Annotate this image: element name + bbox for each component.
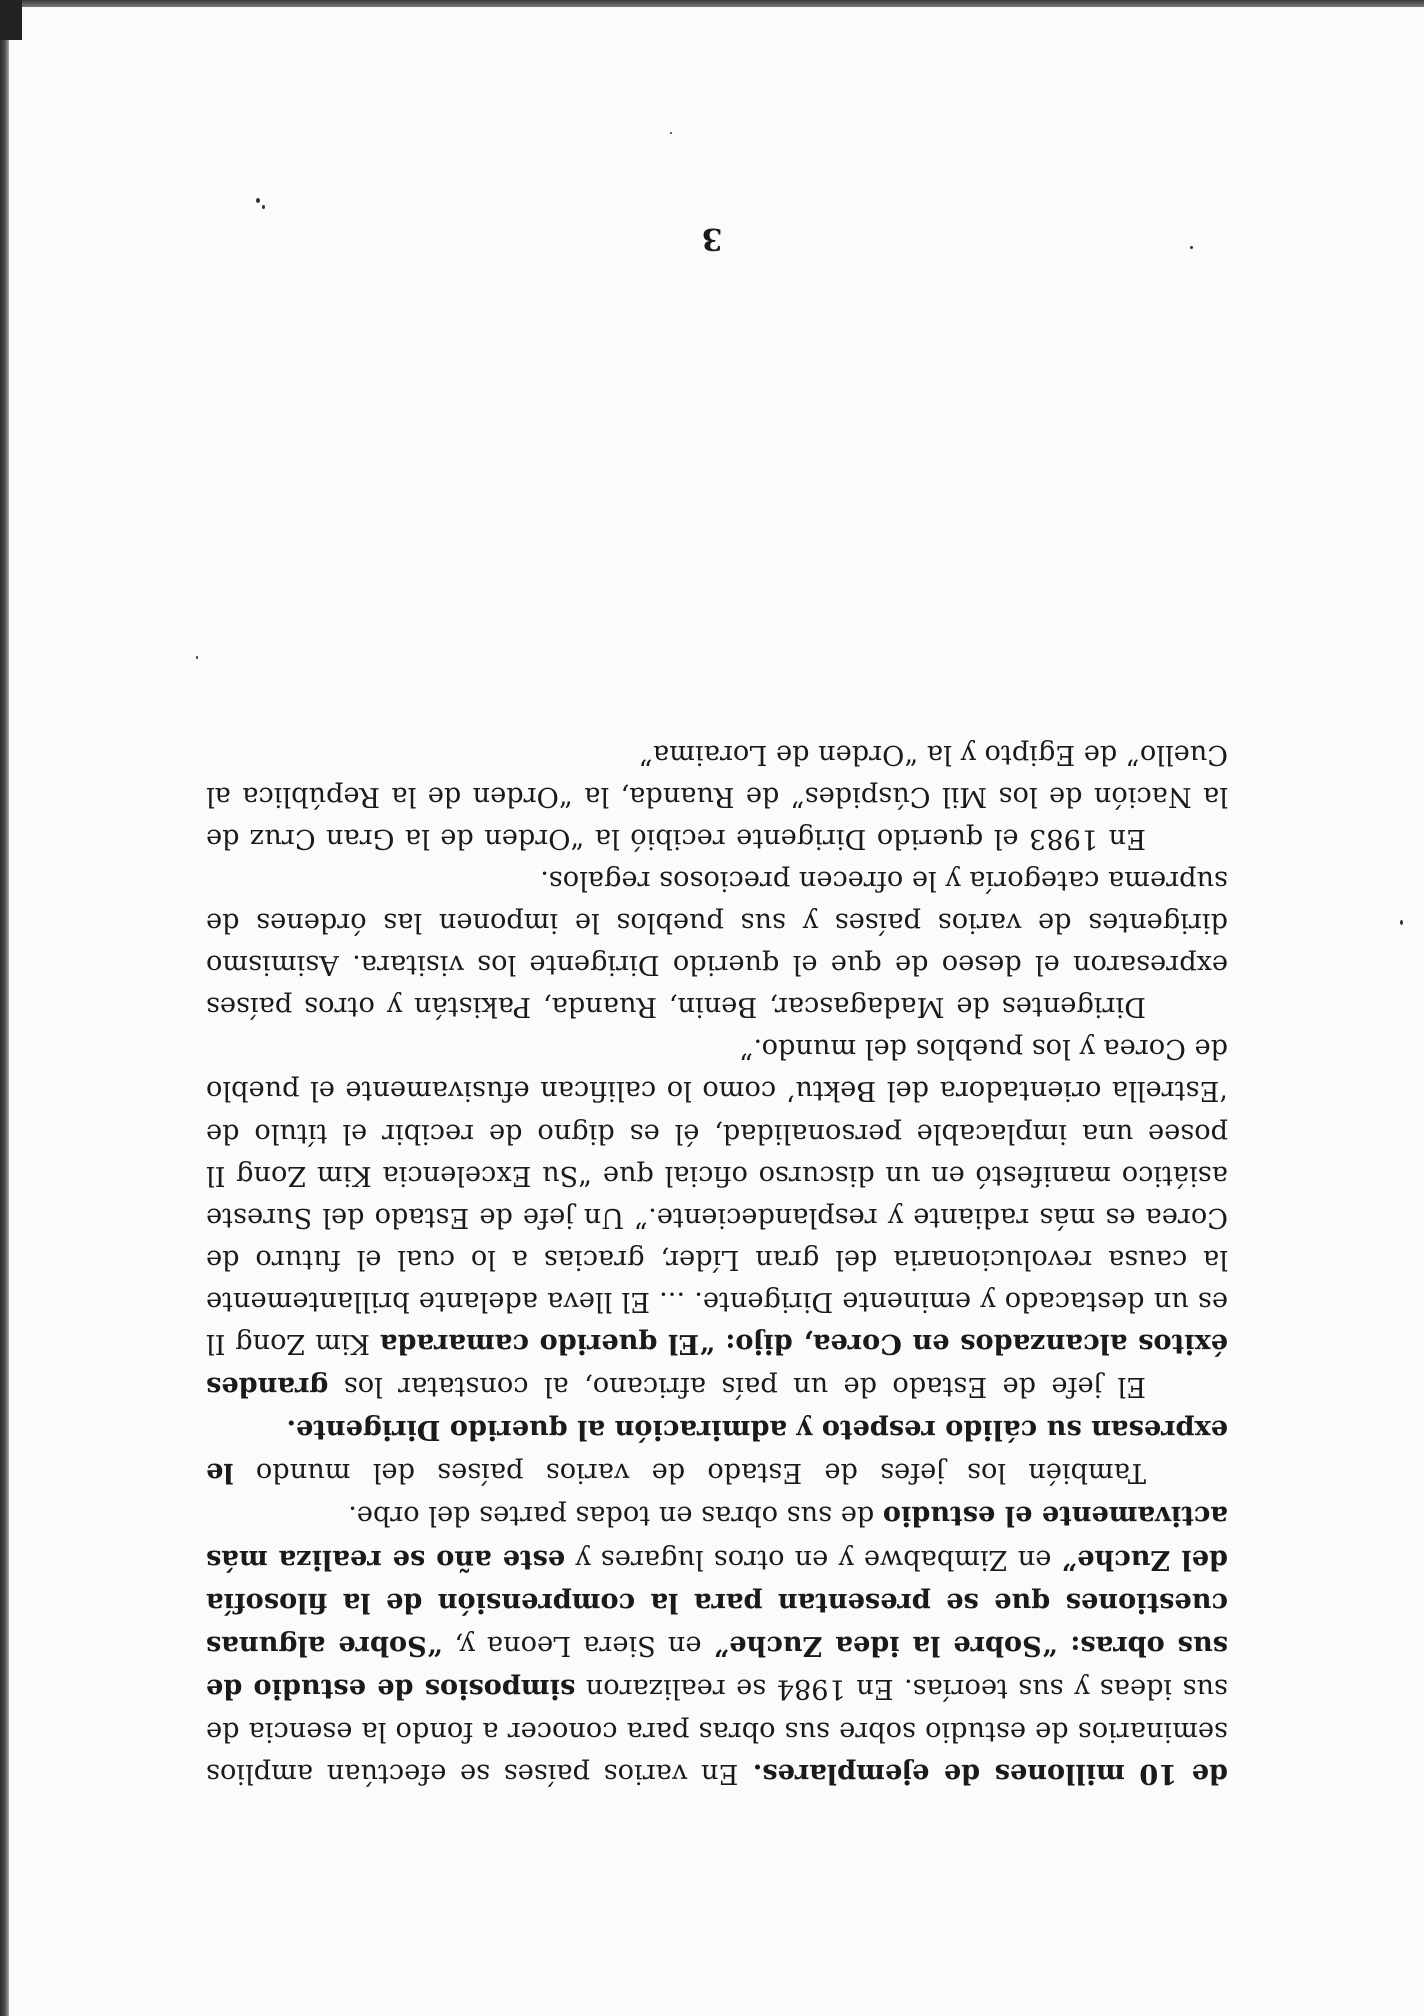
text-span: en Zimbabwe y en otros lugares y — [565, 1543, 1062, 1575]
bold-text-span: simposios de estudio de sus obras: “Sobre la idea Zuche” — [206, 1629, 1228, 1705]
bold-text-span: este año se realiza más activamente el estudio — [206, 1500, 1228, 1576]
text-span: Dirigentes de Madagascar, Benin, Ruanda, Pakistán y otros países expresaron el deseo de que el querido Dirigente los visitara. Asimismo dirigentes de varios países y sus pueblos le imponen las órdenes de suprema categoría y le ofrecen preciosos regalos. — [206, 865, 1228, 1023]
text-span: También los jefes de Estado de varios países del mundo — [233, 1457, 1146, 1489]
text-span: En 1983 el querido Dirigente recibió la “Orden de la Gran Cruz de la Nación de los Mil Cúspides” de Ruanda, la “Orden de la República al Cuello” de Egipto y la “Orden de Loraima” — [206, 738, 1228, 854]
text-span: Kim Zong Il es un destacado y eminente Dirigente. ... El lleva adelante brillantemente la causa revolucionaria del gran Líder, gracias a lo cual el futuro de Corea es más radiante y resplandeciente.” Un jefe de Estado del Sureste asiático manifestó en un discurso oficial que “Su Excelencia Kim Zong Il posee una implacable personalidad, él es digno de recibir el título de ‘Estrella orientadora del Bektu’ como lo califican efusivamente el pueblo de Corea y los pueblos del mundo.” — [206, 1033, 1228, 1360]
text-span: de sus obras en todas partes del orbe. — [348, 1500, 883, 1532]
paragraph-p3 — [206, 1027, 1228, 1408]
body-text — [206, 733, 1228, 1795]
bold-text-span: grandes éxitos alcanzados en Corea, dijo: “El querido camarada — [206, 1328, 1228, 1404]
paragraph-p4 — [206, 859, 1228, 1027]
paragraph-p1 — [206, 1494, 1228, 1795]
bold-text-span: le expresan su cálido respeto y admiración al querido Dirigente. — [206, 1414, 1228, 1490]
text-span: El jefe de Estado de un país africano, al constatar los — [328, 1371, 1146, 1403]
page-number: 3 — [701, 221, 723, 256]
text-span: En varios países se efectúan amplios seminarios de estudio sobre sus obras para conocer a fondo la esencia de sus ideas y sus teorías. En 1984 se realizaron — [205, 1672, 1228, 1789]
text-span: en Siera Leona y, — [442, 1629, 714, 1661]
paragraph-p5 — [206, 733, 1228, 859]
bold-text-span: “Sobre algunas cuestiones que se presentan para la comprensión de la filosofía del Zuche” — [205, 1543, 1228, 1662]
bold-text-span: de 10 millones de ejemplares. — [738, 1758, 1228, 1790]
paragraph-p2 — [206, 1408, 1228, 1494]
